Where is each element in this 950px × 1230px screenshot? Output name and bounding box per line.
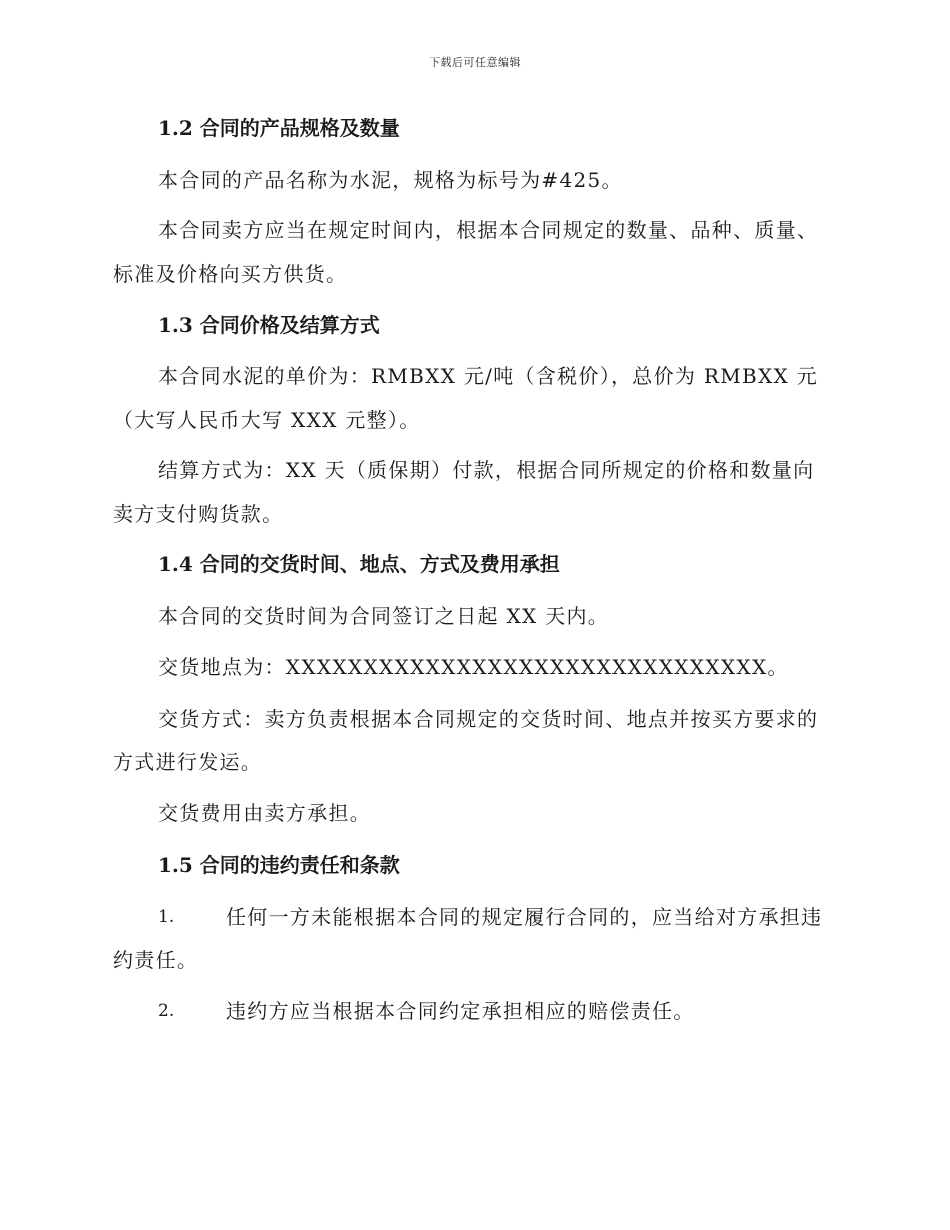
list-item-number: 2. xyxy=(158,1001,175,1021)
paragraph-line: 本合同的交货时间为合同签订之日起 XX 天内。 xyxy=(158,604,610,628)
section-heading-1-3: 1.3 合同价格及结算方式 xyxy=(158,313,380,337)
paragraph-line: 本合同卖方应当在规定时间内，根据本合同规定的数量、品种、质量、 xyxy=(158,218,819,242)
section-heading-1-4: 1.4 合同的交货时间、地点、方式及费用承担 xyxy=(158,552,560,576)
paragraph-line: 本合同的产品名称为水泥，规格为标号为#425。 xyxy=(158,168,623,192)
paragraph-line: 交货地点为：XXXXXXXXXXXXXXXXXXXXXXXXXXXXXXX。 xyxy=(158,655,789,679)
list-item-number: 1. xyxy=(158,907,175,927)
paragraph-line: 交货方式：卖方负责根据本合同规定的交货时间、地点并按买方要求的 xyxy=(158,707,819,731)
paragraph-line: （大写人民币大写 XXX 元整）。 xyxy=(113,408,421,432)
paragraph-line: 交货费用由卖方承担。 xyxy=(158,801,371,825)
section-heading-1-5: 1.5 合同的违约责任和条款 xyxy=(158,853,400,877)
paragraph-line: 方式进行发运。 xyxy=(113,750,263,774)
paragraph-line: 结算方式为：XX 天（质保期）付款，根据合同所规定的价格和数量向 xyxy=(158,458,815,482)
list-item-text: 约责任。 xyxy=(113,948,199,972)
section-heading-1-2: 1.2 合同的产品规格及数量 xyxy=(158,116,400,140)
list-item-text: 任何一方未能根据本合同的规定履行合同的，应当给对方承担违 xyxy=(226,905,823,929)
paragraph-line: 本合同水泥的单价为：RMBXX 元/吨（含税价），总价为 RMBXX 元 xyxy=(158,364,819,388)
paragraph-line: 卖方支付购货款。 xyxy=(113,502,284,526)
paragraph-line: 标准及价格向买方供货。 xyxy=(113,262,348,286)
page-header: 下载后可任意编辑 xyxy=(429,56,521,69)
list-item-text: 违约方应当根据本合同约定承担相应的赔偿责任。 xyxy=(226,999,695,1023)
